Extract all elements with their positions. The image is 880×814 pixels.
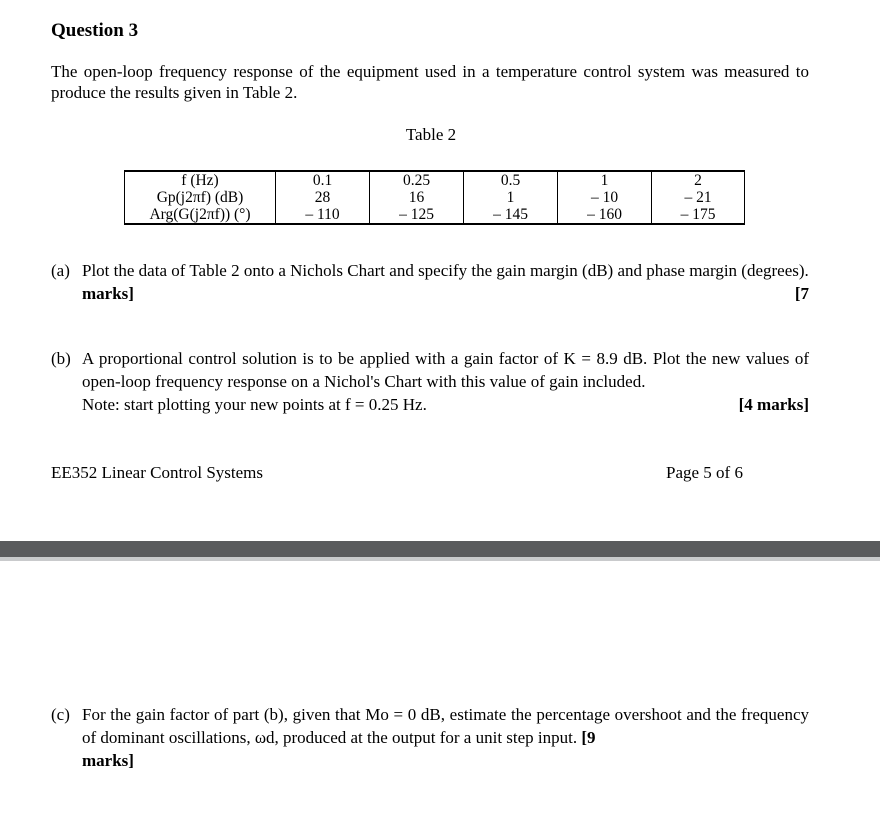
question-part-a bbox=[51, 259, 809, 305]
footer-course: EE352 Linear Control Systems bbox=[51, 463, 264, 482]
part-c-text: For the gain factor of part (b), given that Mo = 0 dB, estimate the percentage overshoot and the frequency of dominant oscillations, ωd, produced at the output for a unit step input. bbox=[82, 705, 809, 747]
part-c-label: (c) bbox=[51, 705, 70, 724]
question-part-b bbox=[51, 347, 809, 416]
table-cell: – 160 bbox=[558, 206, 652, 224]
row-label-frequency: f (Hz) bbox=[125, 171, 276, 189]
table-cell: 16 bbox=[370, 189, 464, 206]
table-cell: – 175 bbox=[652, 206, 745, 224]
part-b-text: A proportional control solution is to be applied with a gain factor of K = 8.9 dB. Plot the new values of open-loop frequency response on a Nichol's Chart with this value of gain included. bbox=[82, 349, 809, 391]
table-cell: 0.25 bbox=[370, 171, 464, 189]
footer-page-number: Page 5 of 6 bbox=[666, 463, 743, 482]
frequency-response-table bbox=[124, 170, 745, 225]
table-cell: – 21 bbox=[652, 189, 745, 206]
page-separator bbox=[0, 541, 880, 557]
part-a-marks: [7 bbox=[794, 284, 809, 303]
table-cell: 28 bbox=[276, 189, 370, 206]
part-a-label: (a) bbox=[51, 261, 70, 280]
part-c-marks: [9 bbox=[581, 728, 596, 747]
table-cell: 2 bbox=[652, 171, 745, 189]
part-b-label: (b) bbox=[51, 349, 71, 368]
part-b-marks: [4 marks] bbox=[738, 395, 809, 414]
part-c-marks-cont: marks] bbox=[82, 751, 134, 770]
row-label-phase: Arg(G(j2πf)) (°) bbox=[125, 206, 276, 224]
table-cell: – 10 bbox=[558, 189, 652, 206]
row-label-gain: Gp(j2πf) (dB) bbox=[125, 189, 276, 206]
part-a-marks-cont: marks] bbox=[82, 284, 134, 303]
part-b-note: Note: start plotting your new points at f = 0.25 Hz. bbox=[82, 395, 427, 414]
table-cell: 1 bbox=[464, 189, 558, 206]
table-cell: – 110 bbox=[276, 206, 370, 224]
table-cell: 1 bbox=[558, 171, 652, 189]
table-row bbox=[125, 171, 745, 189]
question-intro: The open-loop frequency response of the equipment used in a temperature control system was measured to produce the results given in Table 2. bbox=[51, 62, 809, 102]
table-row bbox=[125, 189, 745, 206]
table-cell: – 125 bbox=[370, 206, 464, 224]
table-caption: Table 2 bbox=[405, 125, 457, 144]
table-cell: – 145 bbox=[464, 206, 558, 224]
page-separator-shadow bbox=[0, 557, 880, 561]
part-a-text: Plot the data of Table 2 onto a Nichols Chart and specify the gain margin (dB) and phase margin (degrees). bbox=[82, 261, 809, 280]
table-row bbox=[125, 206, 745, 224]
table-cell: 0.1 bbox=[276, 171, 370, 189]
question-title: Question 3 bbox=[51, 20, 139, 41]
question-part-c bbox=[51, 703, 809, 772]
table-cell: 0.5 bbox=[464, 171, 558, 189]
